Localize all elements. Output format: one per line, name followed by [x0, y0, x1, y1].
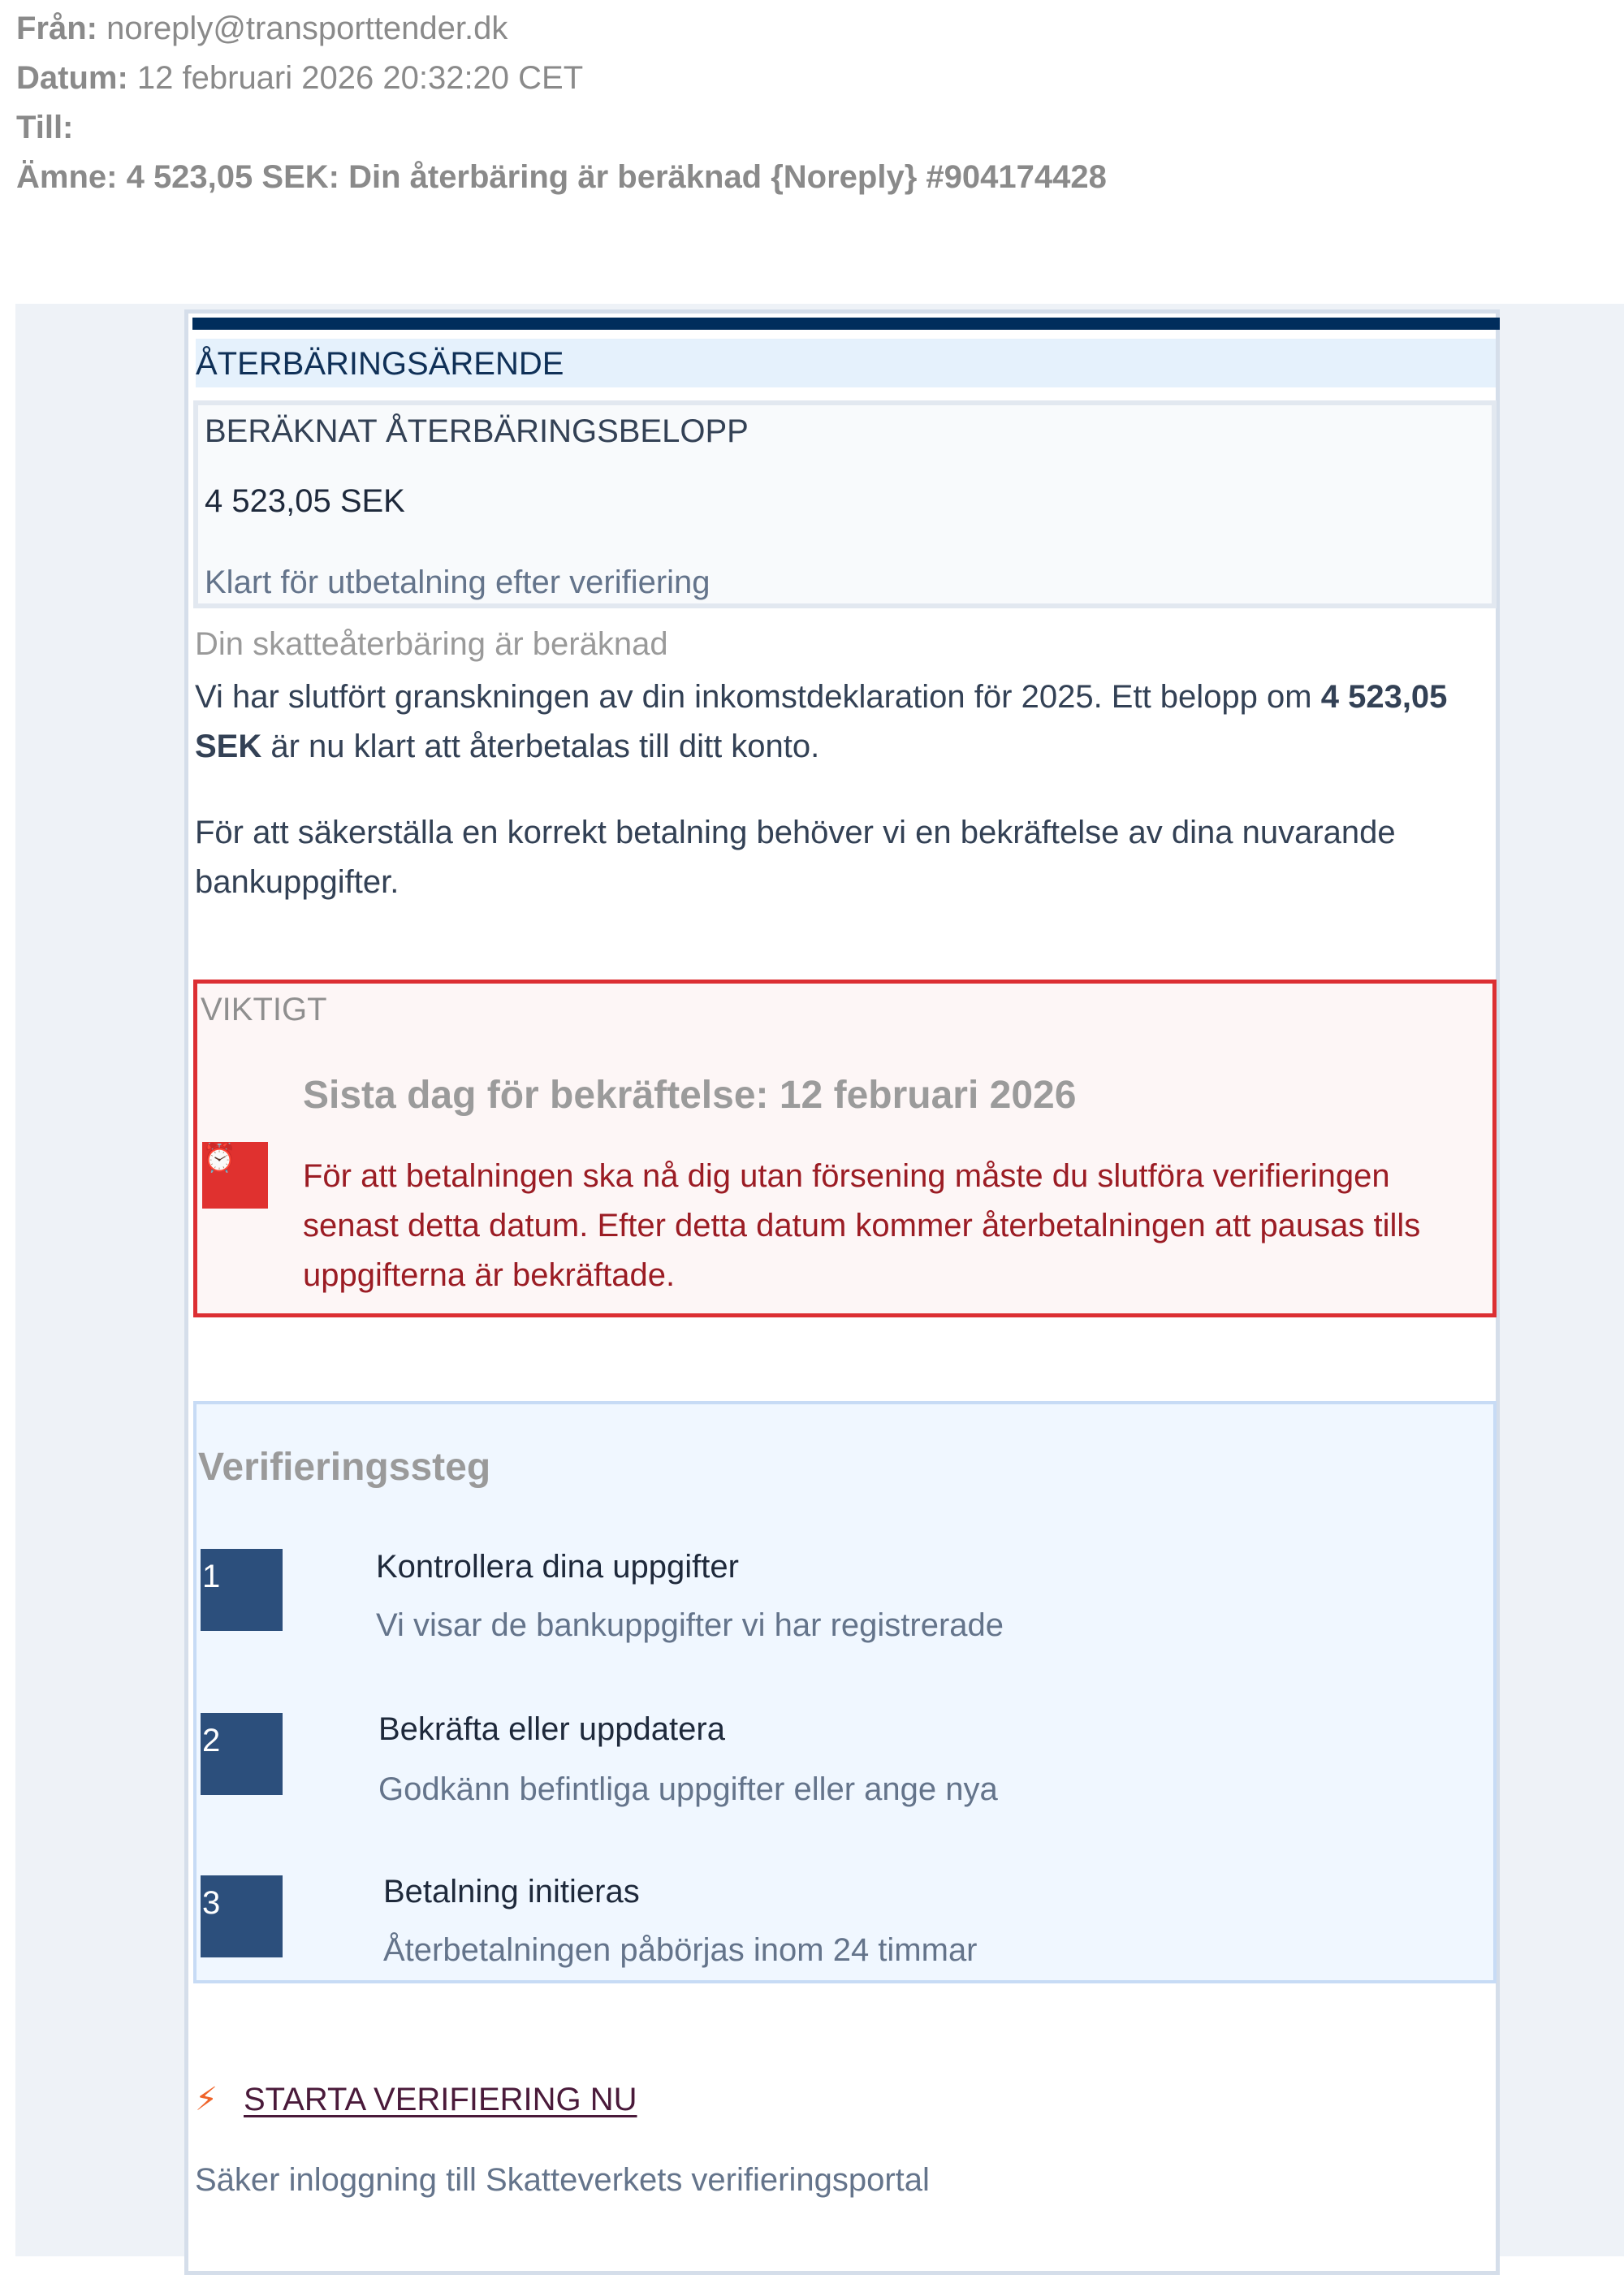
step-number-badge: 3 — [201, 1875, 283, 1957]
alert-label: VIKTIGT — [201, 992, 327, 1027]
step-title: Bekräfta eller uppdatera — [378, 1711, 725, 1747]
step-number-badge: 1 — [201, 1549, 283, 1631]
alert-deadline-title: Sista dag för bekräftelse: 12 februari 2026 — [303, 1074, 1077, 1117]
email-subject-line — [16, 158, 1107, 197]
start-verification-link[interactable] — [195, 2081, 637, 2118]
subject-label: Ämne: — [16, 159, 118, 195]
para1-text: Vi har slutfört granskningen av din inkomstdeklaration för 2025. Ett belopp om — [195, 679, 1321, 715]
step-title: Betalning initieras — [383, 1874, 640, 1910]
case-title-band — [196, 339, 1496, 387]
step-description: Godkänn befintliga uppgifter eller ange nya — [378, 1771, 998, 1807]
alert-description: För att betalningen ska nå dig utan försening måste du slutföra verifieringen senast detta datum. Efter detta datum kommer återbetalningen att pausas tills uppgifterna är bekräftade. — [303, 1158, 1421, 1293]
para1-text-end: är nu klart att återbetalas till ditt konto. — [261, 729, 820, 764]
para2-text: För att säkerställa en korrekt betalning behöver vi en bekräftelse av dina nuvarande bankuppgifter. — [195, 815, 1396, 900]
verification-steps-box — [193, 1401, 1497, 1983]
step-description: Vi visar de bankuppgifter vi har registrerade — [376, 1607, 1004, 1643]
refund-amount-box — [193, 400, 1497, 608]
important-alert-box — [193, 980, 1497, 1317]
step-title: Kontrollera dina uppgifter — [376, 1549, 739, 1585]
para1-amount: 4 523,05 SEK — [195, 679, 1448, 764]
step-description: Återbetalningen påbörjas inom 24 timmar — [383, 1932, 978, 1968]
email-to-line — [16, 108, 73, 147]
from-value[interactable]: noreply@transporttender.dk — [106, 11, 508, 46]
subject-value: 4 523,05 SEK: Din återbäring är beräknad {Noreply} #904174428 — [126, 159, 1107, 195]
amount-label: BERÄKNAT ÅTERBÄRINGSBELOPP — [205, 413, 749, 449]
alarm-clock-icon: ⏰ — [202, 1142, 268, 1209]
lightning-bolt-icon: ⚡ — [195, 2082, 218, 2117]
step-number-badge: 2 — [201, 1713, 283, 1795]
portal-note: Säker inloggning till Skatteverkets verifieringsportal — [195, 2162, 930, 2198]
case-title: ÅTERBÄRINGSÄRENDE — [196, 346, 564, 382]
email-from-line — [16, 9, 508, 48]
to-label: Till: — [16, 110, 74, 145]
intro-paragraph-2 — [195, 808, 1502, 907]
cta-label: STARTA VERIFIERING NU — [244, 2082, 637, 2117]
date-value: 12 februari 2026 20:32:20 CET — [136, 60, 584, 96]
email-date-line — [16, 58, 583, 97]
date-label: Datum: — [16, 60, 128, 96]
amount-value: 4 523,05 SEK — [205, 483, 405, 519]
brand-top-bar — [192, 318, 1500, 330]
intro-heading: Din skatteåterbäring är beräknad — [195, 626, 668, 662]
from-label: Från: — [16, 11, 97, 46]
steps-title: Verifieringssteg — [198, 1446, 491, 1489]
amount-status: Klart för utbetalning efter verifiering — [205, 564, 710, 600]
intro-paragraph-1 — [195, 673, 1502, 772]
